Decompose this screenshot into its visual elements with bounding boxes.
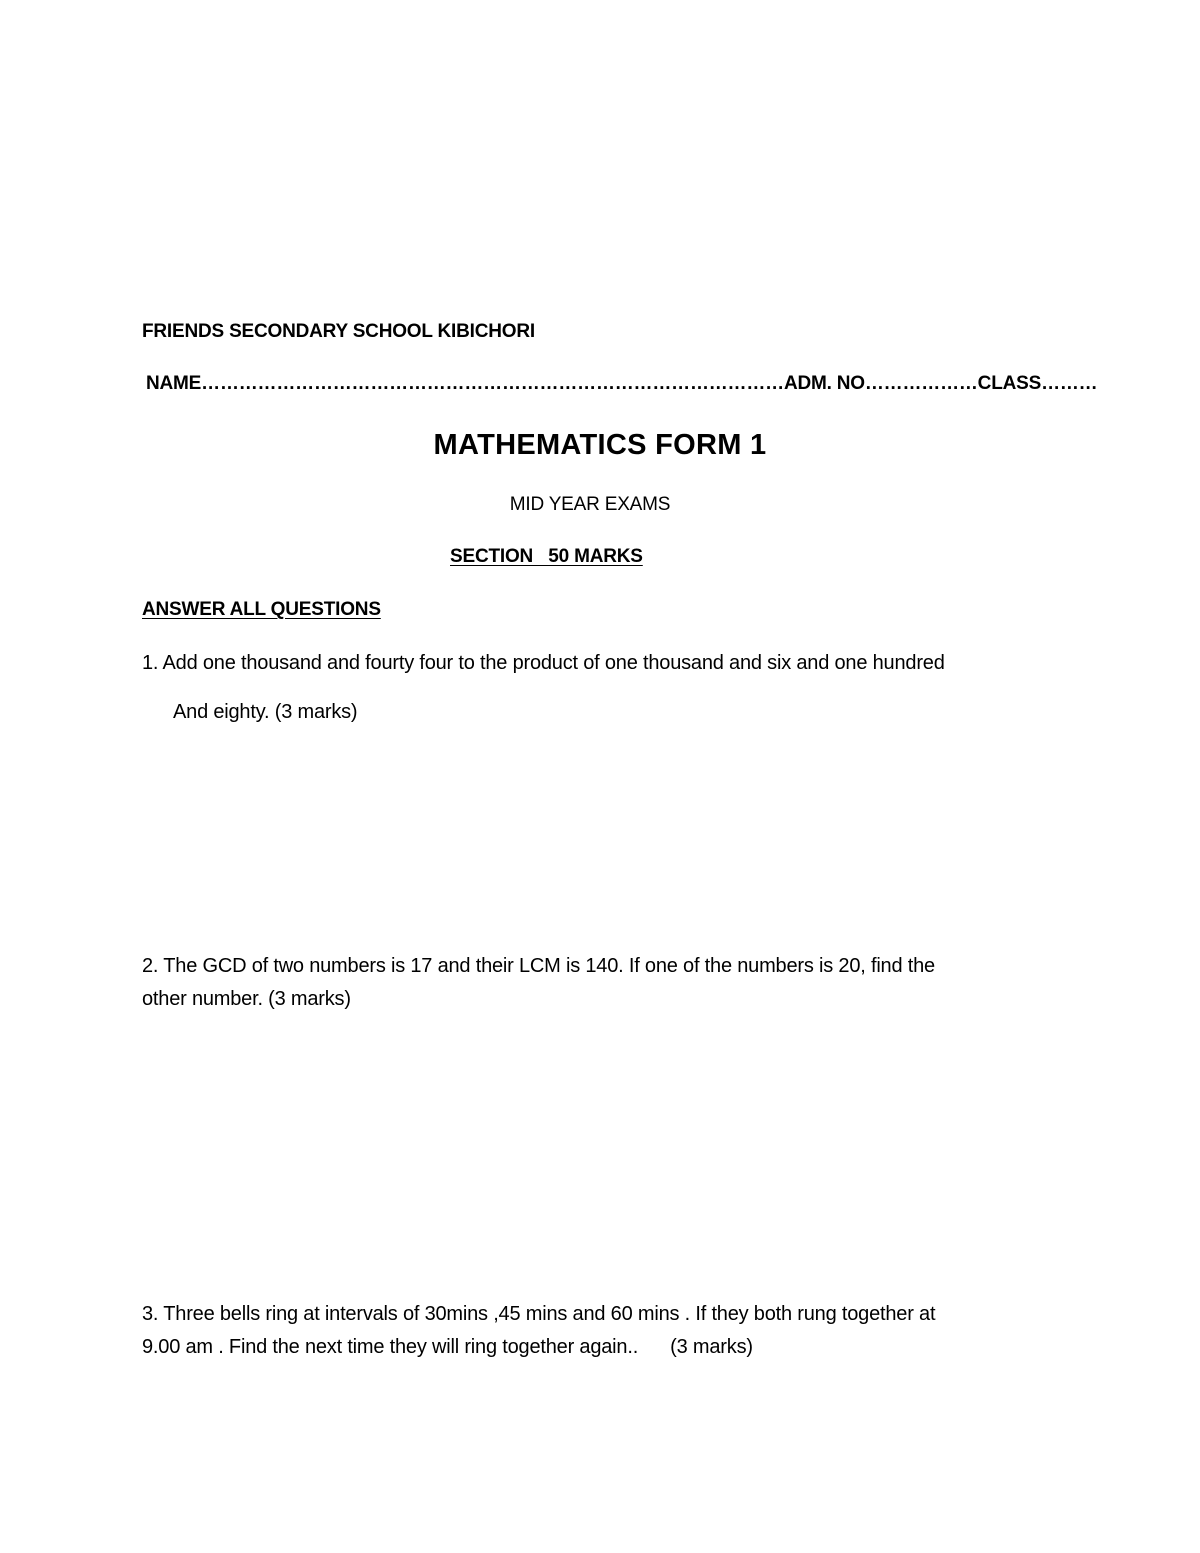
instruction-heading: ANSWER ALL QUESTIONS — [142, 599, 381, 620]
exam-title: MATHEMATICS FORM 1 — [433, 429, 767, 461]
school-name: FRIENDS SECONDARY SCHOOL KIBICHORI — [142, 321, 535, 342]
section-heading: SECTION 50 MARKS — [450, 546, 643, 567]
question-1-line-2: And eighty. (3 marks) — [173, 701, 358, 723]
exam-subtitle: MID YEAR EXAMS — [509, 494, 671, 515]
student-details-line: NAME…………………………………………………………………………………ADM. NO………………CLASS……… — [146, 373, 1098, 394]
question-2-line-2: other number. (3 marks) — [142, 988, 351, 1010]
question-2-line-1: 2. The GCD of two numbers is 17 and their LCM is 140. If one of the numbers is 20, find the — [142, 955, 935, 977]
question-1-line-1: 1. Add one thousand and fourty four to the product of one thousand and six and one hundred — [142, 652, 945, 674]
question-3-line-2: 9.00 am . Find the next time they will ring together again.. (3 marks) — [142, 1336, 753, 1358]
question-3-line-1: 3. Three bells ring at intervals of 30mins ,45 mins and 60 mins . If they both rung together at — [142, 1303, 936, 1325]
